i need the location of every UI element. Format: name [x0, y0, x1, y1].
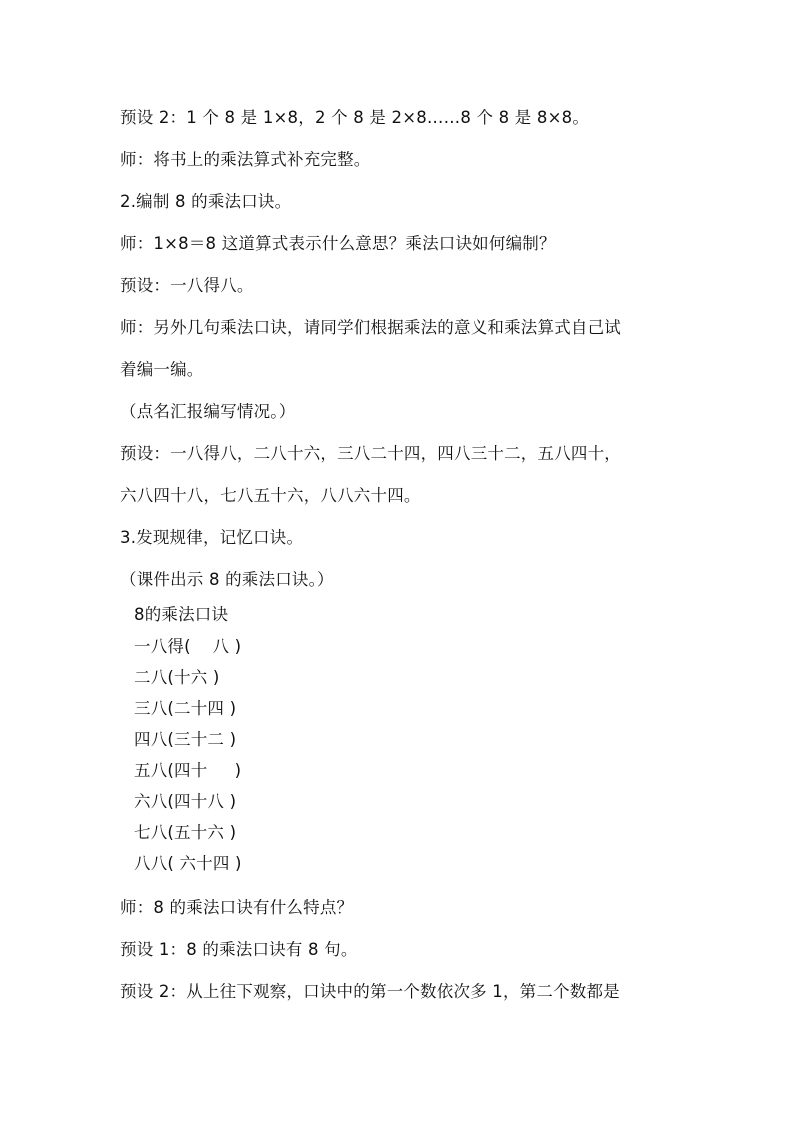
paragraph-courseware-note: （课件出示 8 的乘法口诀。） [120, 570, 334, 589]
paragraph-teacher-instruction-cont: 着编一编。 [120, 360, 204, 379]
paragraph-teacher-feature-question: 师：8 的乘法口诀有什么特点？ [120, 898, 354, 917]
paragraph-teacher-complete-formulas: 师：将书上的乘法算式补充完整。 [120, 150, 371, 169]
paragraph-preset-2-multiplication: 预设 2：1 个 8 是 1×8，2 个 8 是 2×8……8 个 8 是 8×8。 [120, 108, 590, 127]
section-heading-compile-rhyme: 2.编制 8 的乘法口诀。 [120, 192, 292, 211]
paragraph-teacher-instruction: 师：另外几句乘法口诀，请同学们根据乘法的意义和乘法算式自己试 [120, 318, 621, 337]
paragraph-report-note: （点名汇报编写情况。） [120, 402, 296, 421]
rhyme-row: 六八(四十八 ) [134, 792, 237, 811]
rhyme-row: 一八得( 八 ) [134, 637, 242, 656]
paragraph-teacher-question: 师：1×8＝8 这道算式表示什么意思？乘法口诀如何编制？ [120, 234, 556, 253]
rhyme-row: 五八(四十 ) [134, 761, 242, 780]
section-heading-find-pattern: 3.发现规律，记忆口诀。 [120, 528, 304, 547]
rhyme-row: 四八(三十二 ) [134, 730, 237, 749]
paragraph-preset-1-count: 预设 1：8 的乘法口诀有 8 句。 [120, 940, 358, 959]
paragraph-preset-full-rhyme: 预设：一八得八，二八十六，三八二十四，四八三十二，五八四十， [120, 444, 621, 463]
rhyme-row: 三八(二十四 ) [134, 699, 237, 718]
paragraph-preset-full-rhyme-cont: 六八四十八，七八五十六，八八六十四。 [120, 486, 421, 505]
paragraph-preset-answer: 预设：一八得八。 [120, 276, 254, 295]
rhyme-row: 二八(十六 ) [134, 668, 220, 687]
paragraph-preset-2-observation: 预设 2：从上往下观察，口诀中的第一个数依次多 1，第二个数都是 [120, 982, 620, 1001]
rhyme-table-title: 8的乘法口诀 [134, 605, 229, 624]
rhyme-row: 七八(五十六 ) [134, 823, 237, 842]
rhyme-row: 八八( 六十四 ) [134, 854, 242, 873]
